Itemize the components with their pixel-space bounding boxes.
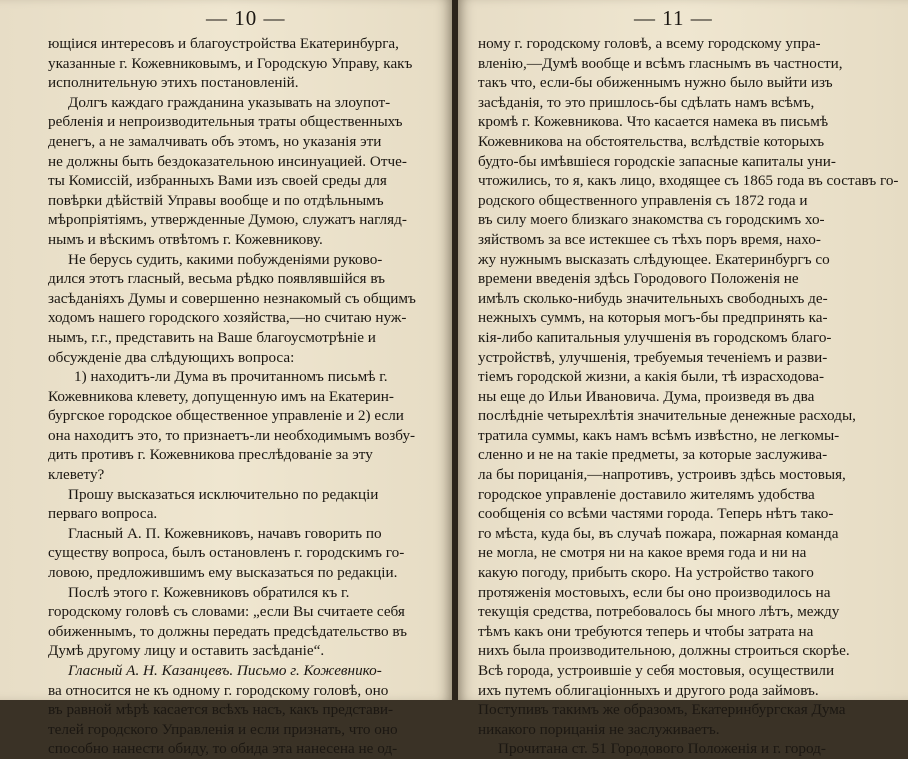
- text-line: какую погоду, прибыть скоро. На устройство такого: [478, 564, 814, 582]
- text-line: кромѣ г. Кожевникова. Что касается намека въ письмѣ: [478, 113, 829, 131]
- text-line: ющіися интересовъ и благоустройства Екатеринбурга,: [48, 35, 399, 52]
- text-line: городскому головѣ съ словами: „если Вы считаете себя: [48, 603, 405, 621]
- text-line: исполнительную этихъ постановленій.: [48, 74, 299, 92]
- text-line: тѣмъ какъ они требуются теперь и чтобы затрата на: [478, 622, 814, 640]
- text-line: ихъ путемъ облигаціонныхъ и другого рода займовъ.: [478, 681, 819, 699]
- text-line: нымъ и вѣскимъ отвѣтомъ г. Кожевникову.: [48, 230, 323, 248]
- text-line: родского общественного управленія съ 1872 года и: [478, 191, 808, 209]
- text-line: ла бы порицанія,—напротивъ, устроивъ здѣсь мостовыя,: [478, 466, 846, 484]
- text-line: не могла, не смотря ни на какое время года и ни на: [478, 544, 807, 562]
- text-line: Гласный А. Н. Казанцевъ. Письмо г. Кожевнико-: [68, 662, 382, 679]
- text-line: чтожились, то я, какъ лицо, входящее съ 1865 года въ составъ го-: [478, 172, 899, 190]
- text-line: Кожевникова на обстоятельства, вслѣдствіе которыхъ: [478, 132, 825, 150]
- text-line: ному г. городскому головѣ, а всему городскому упра-: [478, 35, 821, 52]
- right-page: [458, 0, 908, 758]
- text-line: Всѣ города, устроившіе у себя мостовыя, осуществили: [478, 662, 835, 679]
- text-line: дился этотъ гласный, весьма рѣдко появлявшійся въ: [48, 270, 385, 288]
- text-line: мѣропріятіямъ, утвержденные Думою, служатъ нагляд-: [48, 211, 407, 229]
- text-line: будто-бы имѣвшіеся городскіе запасные капиталы уни-: [478, 152, 836, 170]
- text-line: текущія средства, потребовалось бы много лѣтъ, между: [478, 603, 840, 621]
- text-line: никакого порицанія не заслуживаетъ.: [478, 720, 720, 738]
- text-line: ны еще до Ильи Ивановича. Дума, произведя въ два: [478, 387, 815, 405]
- text-line: не должны быть бездоказательною инсинуацией. Отче-: [48, 152, 407, 170]
- text-line: Долгъ каждаго гражданина указывать на злоупот-: [68, 93, 391, 111]
- text-line: ребленія и непроизводительныя траты общественныхъ: [48, 113, 403, 131]
- page-number: — 11 —: [634, 6, 713, 30]
- text-line: въ равной мѣрѣ касается всѣхъ насъ, какъ представи-: [48, 701, 394, 719]
- text-line: нихъ была производительною, должны строиться скорѣе.: [478, 642, 850, 660]
- text-line: въ силу моего близкаго знакомства съ городскимъ хо-: [478, 211, 825, 229]
- text-line: городское управленіе доставило жителямъ удобства: [478, 485, 815, 503]
- text-line: жу нужнымъ высказать слѣдующее. Екатеринбургъ со: [478, 250, 830, 268]
- text-line: Гласный А. П. Кожевниковъ, начавъ говорить по: [68, 524, 382, 542]
- text-line: Кожевникова клевету, допущенную имъ на Екатерин-: [48, 387, 394, 405]
- text-line: 1) находитъ-ли Дума въ прочитанномъ письмѣ г.: [74, 368, 388, 386]
- text-line: Прочитана ст. 51 Городового Положенія и г. город-: [498, 740, 826, 758]
- text-line: ты Комиссій, избранныхъ Вами изъ своей среды для: [48, 172, 387, 190]
- text-line: бургское городское общественное управленіе и 2) если: [48, 407, 404, 425]
- text-line: Прошу высказаться исключительно по редакціи: [68, 485, 379, 503]
- text-line: ходомъ нашего городского хозяйства,—но считаю нуж-: [48, 309, 407, 327]
- text-line: вленію,—Думѣ вообще и всѣмъ гласнымъ въ частности,: [478, 54, 843, 72]
- text-line: сообщенія со всѣми частями города. Теперь нѣтъ тако-: [478, 505, 834, 523]
- text-line: нымъ, г.г., представить на Ваше благоусмотрѣніе и: [48, 328, 376, 346]
- text-line: времени введенія здѣсь Городового Положенія не: [478, 270, 799, 288]
- text-line: Не берусь судить, какими побужденіями руково-: [68, 250, 383, 268]
- left-page: [0, 0, 452, 758]
- text-line: тратила суммы, какъ намъ всѣмъ извѣстно, не легкомы-: [478, 426, 840, 444]
- text-line: такъ что, если-бы обиженнымъ нужно было выйти изъ: [478, 74, 833, 92]
- text-line: послѣдніе четырехлѣтія значительные денежные расходы,: [478, 407, 856, 425]
- text-line: способно нанести обиду, то обида эта нанесена не од-: [48, 740, 398, 758]
- text-line: указанные г. Кожевниковымъ, и Городскую Управу, какъ: [48, 54, 413, 72]
- text-line: Думѣ другому лицу и оставить засѣданіе“.: [48, 642, 325, 660]
- text-line: она находитъ это, то признаетъ-ли необходимымъ возбу-: [48, 426, 416, 444]
- text-line: ва относится не къ одному г. городскому головѣ, оно: [48, 681, 389, 699]
- text-line: Послѣ этого г. Кожевниковъ обратился къ г.: [68, 583, 350, 601]
- page-text: [48, 34, 440, 759]
- text-line: засѣданіяхъ Думы и совершенно незнакомый съ общимъ: [48, 289, 416, 307]
- text-line: зяйствомъ за все истекшее съ тѣхъ поръ время, нахо-: [478, 230, 821, 248]
- text-line: перваго вопроса.: [48, 505, 158, 523]
- text-line: засѣданія, то это пришлось-бы сдѣлать намъ всѣмъ,: [478, 93, 815, 111]
- page-text: [478, 34, 899, 759]
- text-line: денегъ, а не замалчивать объ этомъ, но указанія эти: [48, 132, 382, 150]
- text-line: кія-либо капитальныя улучшенія въ городскомъ благо-: [478, 328, 832, 346]
- text-line: тіемъ городской жизни, а какія были, тѣ израсходова-: [478, 368, 825, 386]
- text-line: обиженнымъ, то должны передать предсѣдательство въ: [48, 622, 408, 640]
- text-line: клевету?: [48, 466, 105, 484]
- text-line: го мѣста, куда бы, въ случаѣ пожара, пожарная команда: [478, 524, 839, 542]
- text-line: нежныхъ суммъ, на которыя могъ-бы предпринять ка-: [478, 309, 828, 327]
- text-line: телей городского Управленія и если признать, что оно: [48, 720, 398, 738]
- text-line: ловою, предложившимъ ему высказаться по редакціи.: [48, 564, 398, 582]
- text-line: повѣрки дѣйствій Управы вообще и по отдѣльнымъ: [48, 191, 384, 209]
- text-line: устройствѣ, улучшенія, требуемыя теченіемъ и разви-: [478, 348, 828, 366]
- text-line: имѣлъ сколько-нибудь значительныхъ свободныхъ де-: [478, 289, 828, 307]
- text-line: обсужденіе два слѣдующихъ вопроса:: [48, 348, 295, 366]
- text-line: дить противъ г. Кожевникова преслѣдованіе за эту: [48, 446, 373, 464]
- text-line: Поступивъ такимъ же образомъ, Екатеринбургская Дума: [478, 701, 846, 719]
- text-line: существу вопроса, былъ остановленъ г. городскимъ го-: [48, 544, 405, 562]
- text-line: сленно и не на такіе предметы, за которые заслужива-: [478, 446, 828, 464]
- text-line: протяженія мостовыхъ, если бы оно производилось на: [478, 583, 831, 601]
- page-number: — 10 —: [206, 6, 286, 30]
